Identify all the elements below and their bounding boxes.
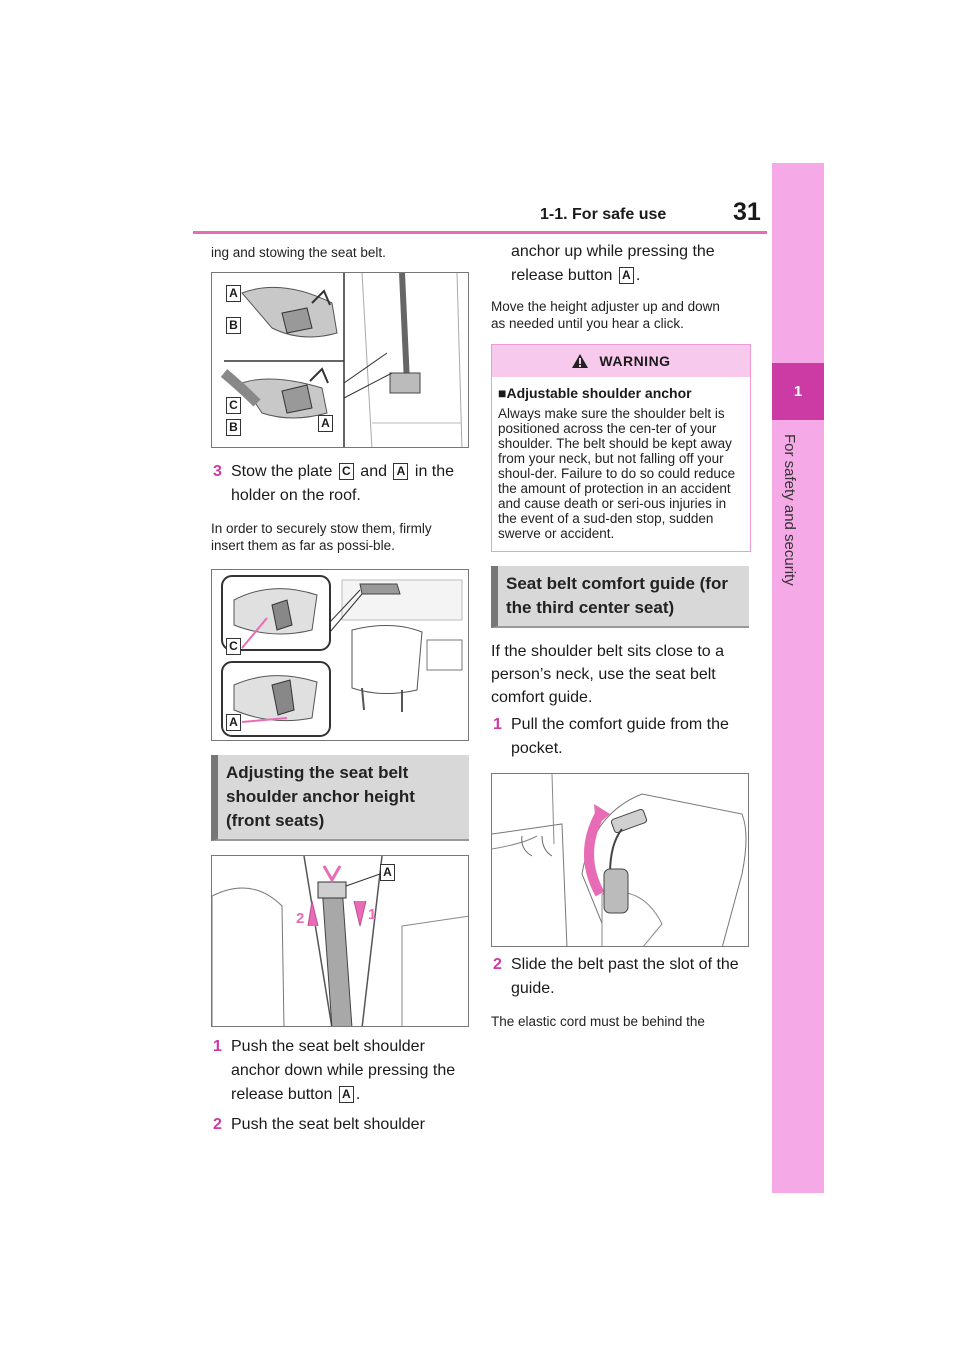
figure-roof-holder — [211, 569, 469, 741]
intro-text: ing and stowing the seat belt. — [211, 245, 386, 260]
stow-note: In order to securely stow them, firmly insert them as far as possi-ble. — [211, 521, 432, 553]
figure-label: A — [318, 415, 333, 432]
label-a-badge: A — [393, 463, 408, 480]
warning-label: WARNING — [599, 353, 671, 369]
anchor-height-illustration — [212, 856, 469, 1027]
step-2-continued — [491, 240, 751, 288]
arrow-label: 2 — [296, 910, 305, 927]
left-column — [211, 240, 469, 1137]
step-number: 2 — [213, 1116, 222, 1133]
figure-label: A — [226, 714, 241, 731]
roof-holder-illustration — [212, 570, 469, 741]
figure-label: C — [226, 638, 241, 655]
comfort-guide-illustration — [492, 774, 749, 947]
warning-body — [492, 377, 750, 551]
step-text: Push the seat belt shoulder — [231, 1116, 425, 1133]
step-text: Pull the comfort guide from the pocket. — [511, 716, 729, 757]
figure-label: A — [226, 285, 241, 302]
step-1-pull-guide — [491, 713, 751, 761]
warning-text: Always make sure the shoulder belt is positioned across the cen-ter of your shoulder. The belt should be kept away from your neck, but not falling off your shoul-der. Failure to do so could reduce the amount of protection in an accident and cause death or seri-ous injuries in the event of a sud-den stop, sudden swerve or accident. — [498, 406, 736, 541]
step-number: 1 — [213, 1038, 222, 1055]
step-text: Slide the belt past the slot of the guide. — [511, 956, 739, 997]
warning-icon — [571, 353, 589, 369]
figure-label: B — [226, 419, 241, 436]
chapter-number: 1 — [772, 363, 824, 420]
label-a-badge: A — [619, 267, 634, 284]
section-title: 1-1. For safe use — [540, 206, 667, 223]
step-text: . — [635, 267, 641, 284]
warning-header — [492, 345, 750, 377]
warning-box — [491, 344, 751, 552]
step-3 — [211, 460, 469, 508]
step-number: 3 — [213, 463, 222, 480]
step-text: Push the seat belt shoulder anchor down while pressing the release button — [231, 1038, 456, 1103]
step-2-push-up — [211, 1113, 469, 1137]
figure-label: A — [380, 864, 395, 881]
elastic-cord-note: The elastic cord must be behind the — [491, 1014, 705, 1029]
step-1-push-down — [211, 1035, 469, 1107]
right-column — [491, 240, 751, 1030]
step-2-slide-belt — [491, 953, 751, 1001]
figure-label: B — [226, 317, 241, 334]
comfort-guide-intro: If the shoulder belt sits close to a person’s neck, use the seat belt comfort guide. — [491, 643, 725, 706]
step-text: Stow the plate — [231, 463, 337, 480]
page-number: 31 — [733, 198, 761, 226]
step-text: and — [355, 463, 392, 480]
label-c-badge: C — [339, 463, 354, 480]
arrow-label: 1 — [368, 906, 377, 923]
figure-stow-belt — [211, 272, 469, 448]
label-a-badge: A — [339, 1086, 354, 1103]
step-text: . — [355, 1086, 361, 1103]
figure-comfort-guide — [491, 773, 749, 947]
chapter-tab — [772, 163, 824, 1193]
step-number: 2 — [493, 956, 502, 973]
section-heading-front-anchor: Adjusting the seat belt shoulder anchor height (front seats) — [211, 755, 469, 841]
warning-title: ■Adjustable shoulder anchor — [498, 385, 692, 401]
adjust-note: Move the height adjuster up and down as needed until you hear a click. — [491, 299, 720, 331]
figure-label: C — [226, 397, 241, 414]
step-number: 1 — [493, 716, 502, 733]
step-text: in the holder on the roof. — [231, 463, 455, 504]
header-divider — [193, 231, 767, 234]
chapter-label: For safety and security — [781, 434, 798, 586]
section-heading-comfort-guide: Seat belt comfort guide (for the third center seat) — [491, 566, 749, 628]
figure-anchor-height — [211, 855, 469, 1027]
step-text: anchor up while pressing the release button — [511, 243, 715, 284]
stow-belt-illustration — [212, 273, 469, 448]
